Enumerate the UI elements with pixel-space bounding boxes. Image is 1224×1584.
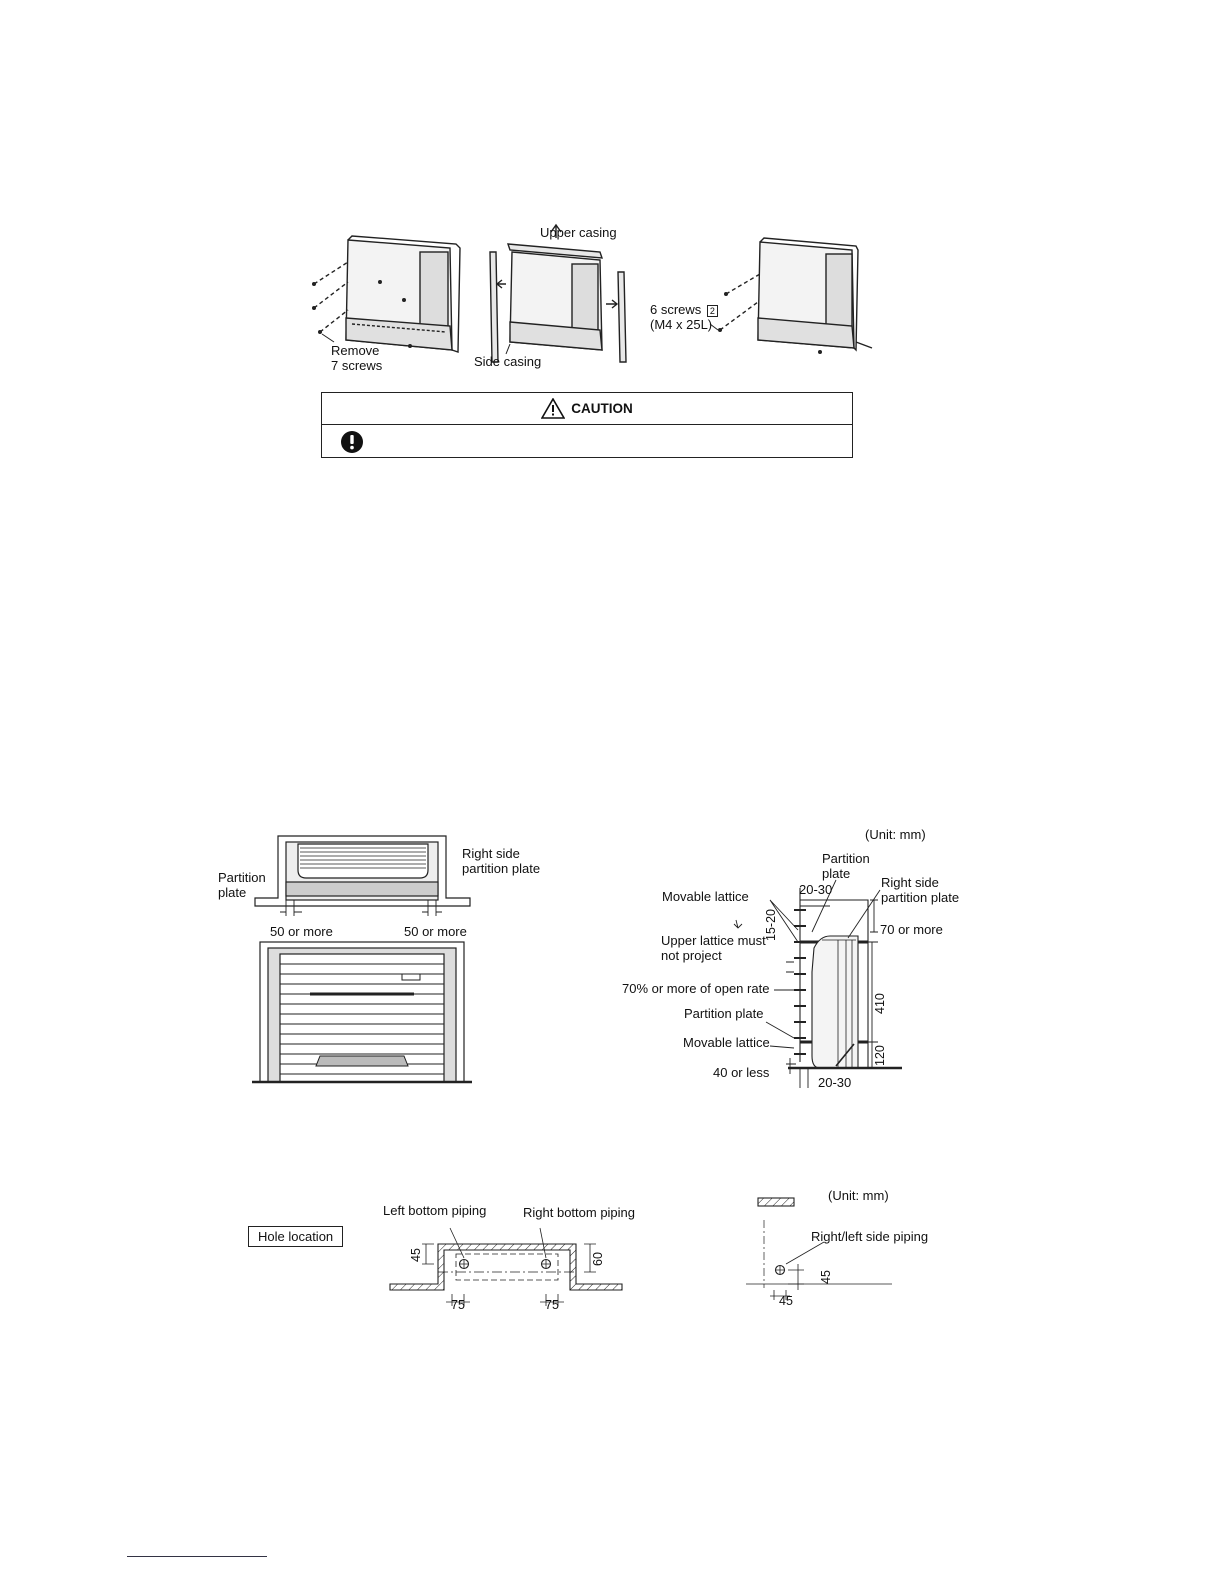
unit-mm-label-fig5: (Unit: mm) xyxy=(828,1188,889,1203)
dim-45-vertical: 45 xyxy=(819,1270,833,1284)
partition-plate-top-line1: Partition xyxy=(822,851,870,866)
caution-box xyxy=(321,392,853,458)
partition-plate-left-line2: plate xyxy=(218,885,247,900)
unit-mm-label-fig3: (Unit: mm) xyxy=(865,827,926,842)
partition-plate-mid-label: Partition plate xyxy=(684,1006,764,1021)
dim-45-horizontal: 45 xyxy=(779,1294,793,1308)
mandatory-action-icon xyxy=(340,430,364,454)
right-side-fig3-line1: Right side xyxy=(881,875,939,890)
partition-plate-top-line2: plate xyxy=(822,866,851,881)
upper-lattice-line1: Upper lattice must xyxy=(661,933,766,948)
hole-location-label: Hole location xyxy=(248,1226,343,1247)
dim-20-30-bottom: 20-30 xyxy=(818,1075,852,1090)
caution-body xyxy=(322,425,852,457)
footer-rule xyxy=(127,1556,267,1557)
six-screws-label xyxy=(650,302,718,332)
dim-75-right: 75 xyxy=(545,1298,559,1312)
remove-screws-line2: 7 screws xyxy=(331,358,383,373)
dim-410: 410 xyxy=(873,993,887,1014)
fifty-or-more-right-label: 50 or more xyxy=(404,924,467,939)
bottom-piping-hole-diagram xyxy=(390,1232,630,1314)
front-installation-diagram xyxy=(250,834,480,1089)
right-side-partition-line1: Right side xyxy=(462,846,520,861)
upper-casing-label: Upper casing xyxy=(540,225,617,240)
six-screws-line1: 6 screws xyxy=(650,302,702,317)
right-side-fig3-line2: partition plate xyxy=(881,890,960,905)
right-bottom-piping-label: Right bottom piping xyxy=(523,1205,636,1220)
forty-or-less-label: 40 or less xyxy=(713,1065,770,1080)
casing-removal-illustration xyxy=(300,222,880,382)
dim-45-bottom-piping: 45 xyxy=(409,1248,423,1262)
fifty-or-more-left-label: 50 or more xyxy=(270,924,333,939)
partition-plate-label-left xyxy=(218,870,266,900)
movable-lattice-top-label: Movable lattice xyxy=(662,889,749,904)
seventy-or-more-label: 70 or more xyxy=(880,922,943,937)
remove-screws-line1: Remove xyxy=(331,343,380,358)
upper-lattice-line2: not project xyxy=(661,948,722,963)
dim-20-30-top: 20-30 xyxy=(799,882,833,897)
open-rate-label: 70% or more of open rate xyxy=(622,981,770,996)
partition-plate-left-line1: Partition xyxy=(218,870,266,885)
six-screws-line2: (M4 x 25L) xyxy=(650,317,713,332)
dim-60: 60 xyxy=(591,1252,605,1266)
remove-screws-label xyxy=(331,343,382,373)
right-side-partition-line2: partition plate xyxy=(462,861,541,876)
partition-plate-top-label xyxy=(822,851,870,881)
warning-triangle-icon xyxy=(541,398,565,419)
dim-15-20: 15-20 xyxy=(764,909,778,941)
caution-header xyxy=(322,393,852,425)
right-side-partition-label-fig3 xyxy=(881,875,959,905)
dim-75-left: 75 xyxy=(451,1298,465,1312)
right-side-partition-label xyxy=(462,846,540,876)
side-piping-label: Right/left side piping xyxy=(811,1229,929,1244)
movable-lattice-bottom-label: Movable lattice xyxy=(683,1035,770,1050)
left-bottom-piping-label: Left bottom piping xyxy=(383,1203,487,1218)
dim-120: 120 xyxy=(873,1045,887,1066)
caution-title: CAUTION xyxy=(571,401,633,416)
side-casing-label: Side casing xyxy=(474,354,542,369)
upper-lattice-note xyxy=(661,933,766,963)
screws-index-badge: 2 xyxy=(707,305,718,317)
side-piping-hole-diagram xyxy=(742,1194,932,1304)
